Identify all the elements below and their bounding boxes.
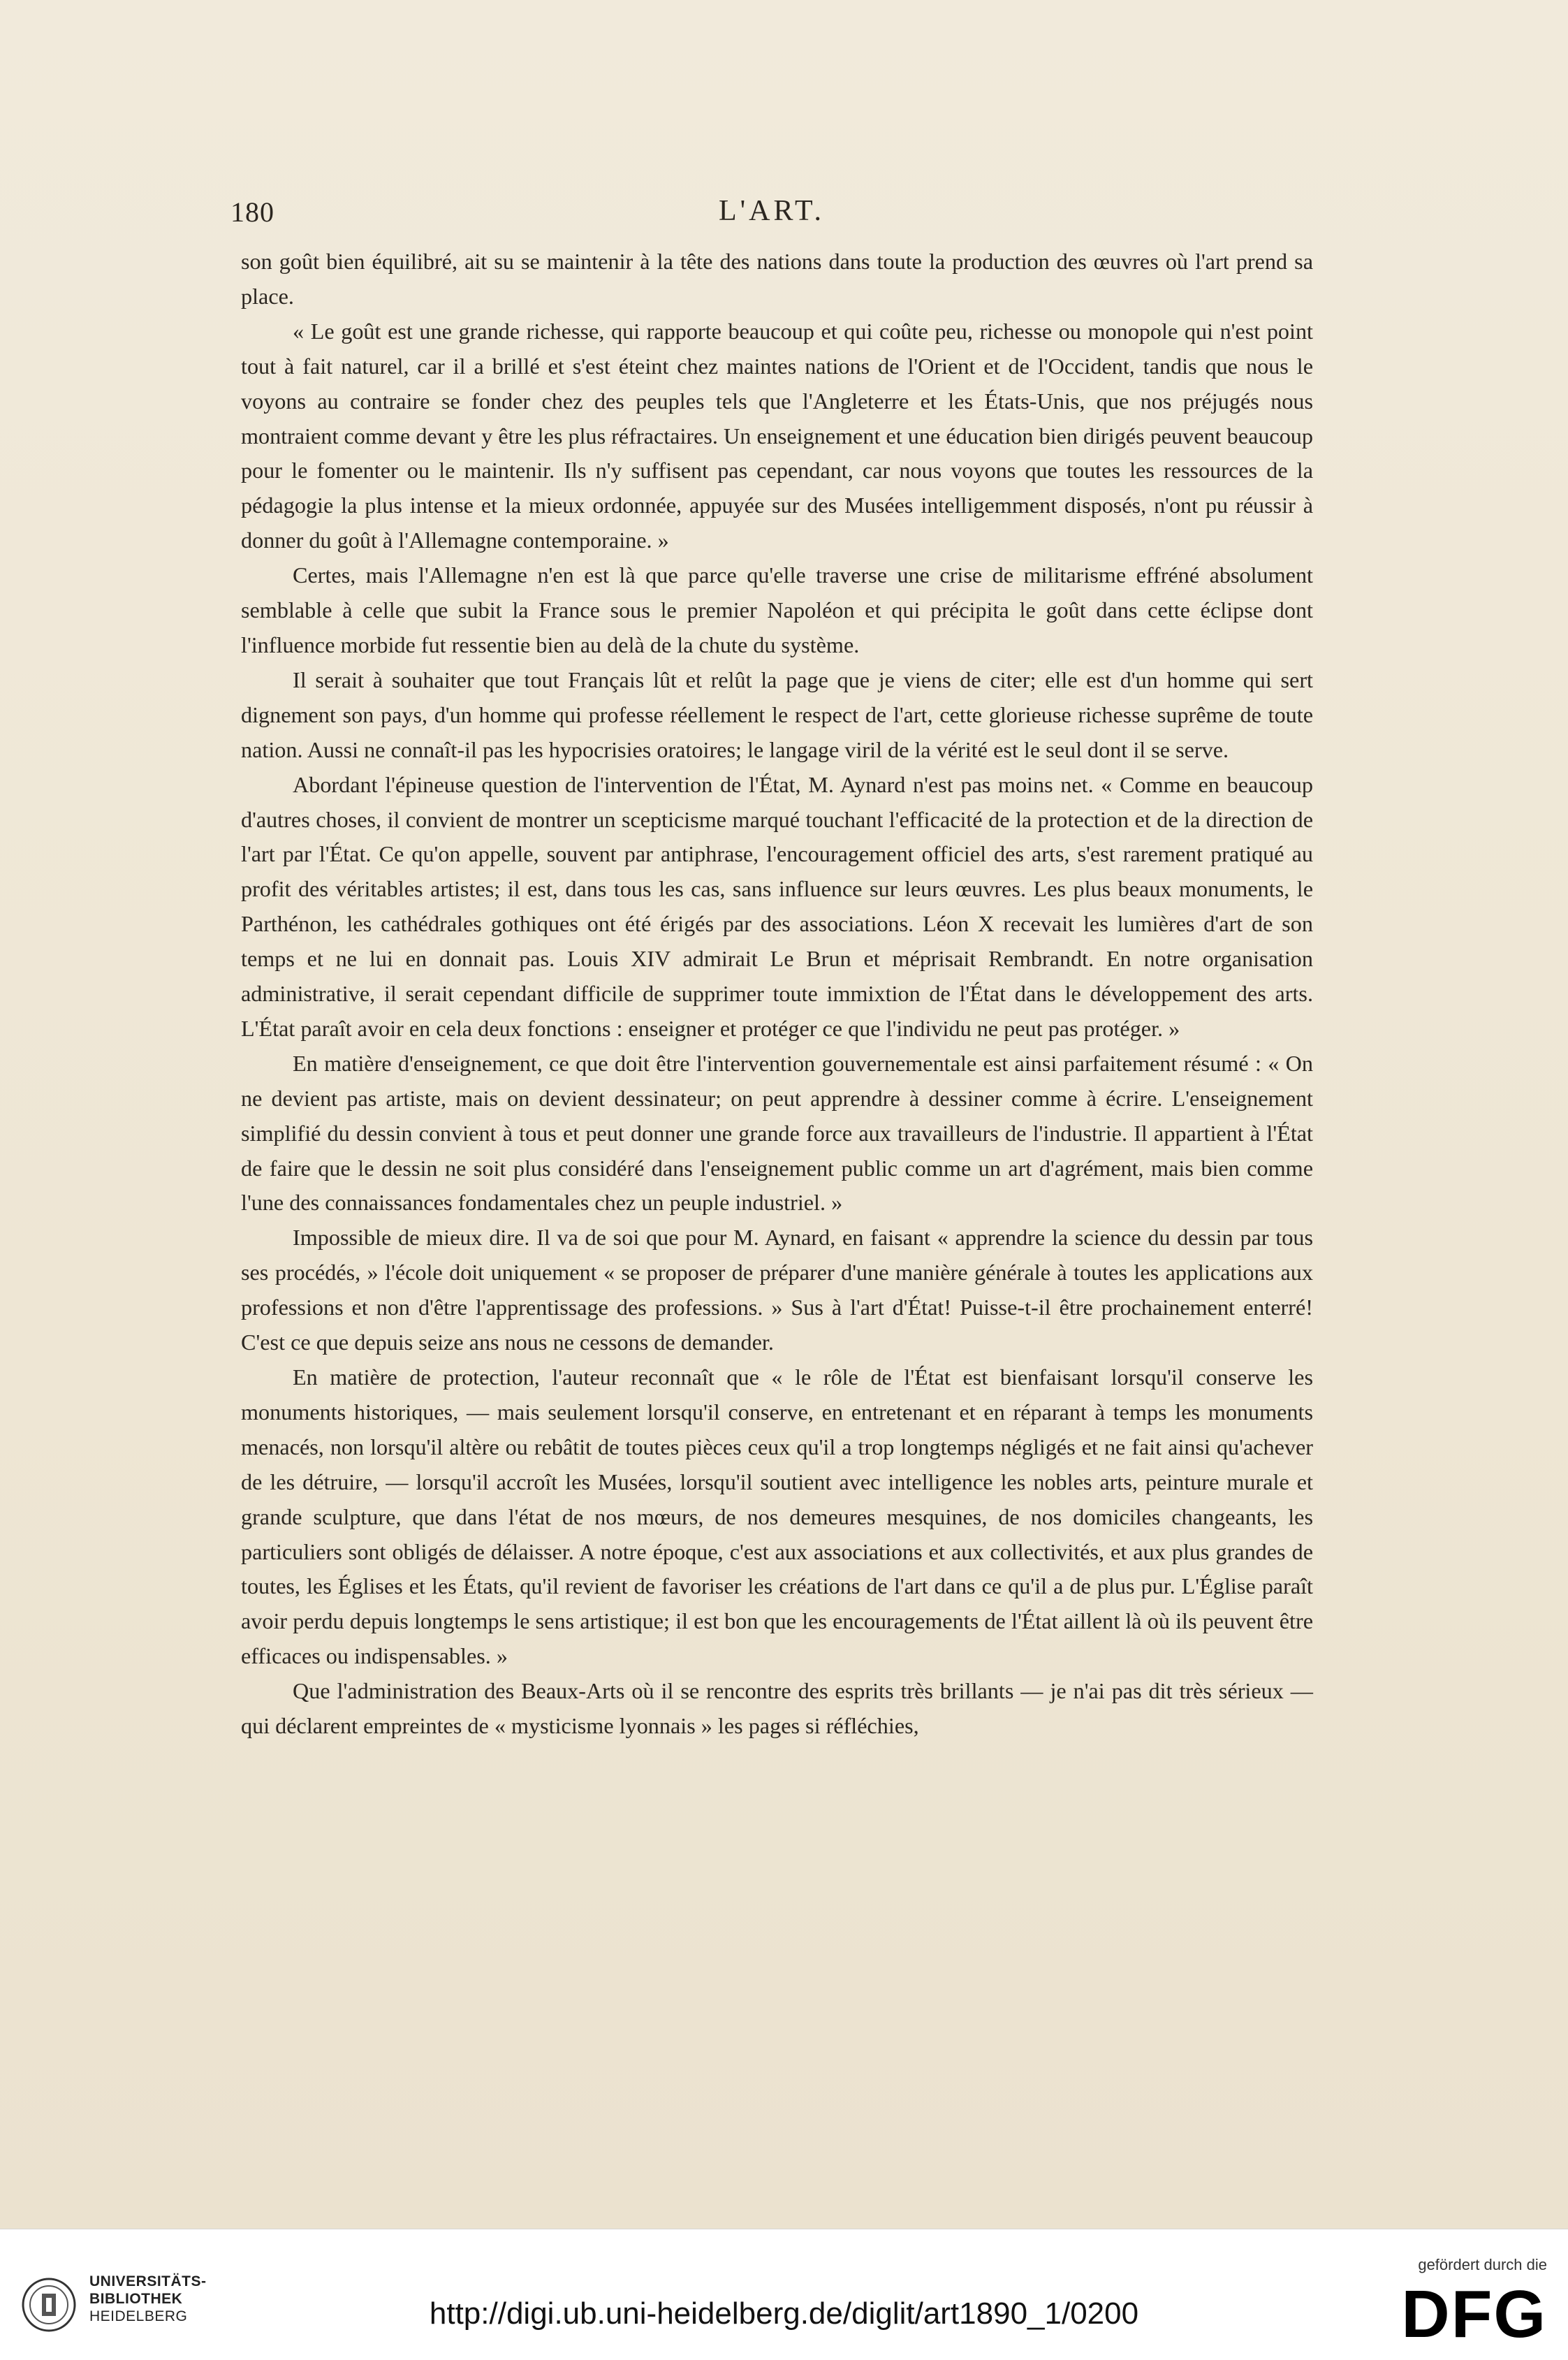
article-body (241, 245, 1313, 1744)
page-number: 180 (230, 196, 274, 228)
paragraph: Certes, mais l'Allemagne n'en est là que parce qu'elle traverse une crise de militarisme effréné absolument semblable à celle que subit la France sous le premier Napoléon et qui précipita le goût dans cette éclipse dont l'influence morbide fut ressentie bien au delà de la chute du système. (241, 562, 1313, 657)
paragraph: En matière d'enseignement, ce que doit être l'intervention gouvernementale est ainsi parfaitement résumé : « On ne devient pas artiste, mais on devient dessinateur; on peut apprendre à dessiner comme à écrire. L'enseignement simplifié du dessin convient à tous et peut donner une grande force aux travailleurs de l'industrie. Il appartient à l'État de faire que le dessin ne soit plus considéré dans l'enseignement public comme un art d'agrément, mais bien comme l'une des connaissances fondamentales chez un peuple industriel. » (241, 1050, 1313, 1216)
dfg-logo-icon: DFG (1401, 2277, 1547, 2352)
paragraph: Impossible de mieux dire. Il va de soi que pour M. Aynard, en faisant « apprendre la science du dessin par tous ses procédés, » l'école doit uniquement « se proposer de préparer d'une manière générale à toutes les applications aux professions et non d'être l'apprentissage des professions. » Sus à l'art d'État! Puisse-t-il être prochainement enterré! C'est ce que depuis seize ans nous ne cessons de demander. (241, 1225, 1313, 1355)
running-title: L'ART. (718, 195, 826, 227)
permalink-url[interactable]: http://digi.ub.uni-heidelberg.de/diglit/art1890_1/0200 (429, 2296, 1139, 2331)
digitization-footer (0, 2229, 1568, 2360)
page-header (230, 189, 1313, 231)
sponsor-logo[interactable] (1379, 2256, 1547, 2354)
paragraph: Il serait à souhaiter que tout Français lût et relût la page que je viens de citer; elle est d'un homme qui sert dignement son pays, d'un homme qui professe réellement le respect de l'art, cette glorieuse richesse suprême de toute nation. Aussi ne connaît-il pas les hypocrisies oratoires; le langage viril de la vérité est le seul dont il se serve. (241, 667, 1313, 762)
paragraph: « Le goût est une grande richesse, qui rapporte beaucoup et qui coûte peu, richesse ou monopole qui n'est point tout à fait naturel, car il a brillé et s'est éteint chez maintes nations de l'Orient et de l'Occident, tandis que nous le voyons au contraire se fonder chez des peuples tels que l'Angleterre et les États-Unis, que nos préjugés nous montraient comme devant y être les plus réfractaires. Un enseignement et une éducation bien dirigés peuvent beaucoup pour le fomenter ou le maintenir. Ils n'y suffisent pas cependant, car nous voyons que toutes les ressources de la pédagogie la plus intense et la mieux ordonnée, appuyée sur des Musées intelligemment disposés, n'ont pu réussir à donner du goût à l'Allemagne contemporaine. » (241, 318, 1313, 553)
library-name: UNIVERSITÄTS- BIBLIOTHEK HEIDELBERG (89, 2273, 207, 2324)
paragraph: Que l'administration des Beaux-Arts où il se rencontre des esprits très brillants — je n'ai pas dit très sérieux — qui déclarent empreintes de « mysticisme lyonnais » les pages si réfléchies, (241, 1678, 1313, 1739)
paragraph: son goût bien équilibré, ait su se maintenir à la tête des nations dans toute la production des œuvres où l'art prend sa place. (241, 249, 1313, 309)
sponsor-tagline: gefördert durch die (1418, 2256, 1547, 2273)
paragraph: En matière de protection, l'auteur reconnaît que « le rôle de l'État est bienfaisant lorsqu'il conserve les monuments historiques, — mais seulement lorsqu'il conserve, en entretenant et en réparant à temps les monuments menacés, non lorsqu'il altère ou rebâtit de toutes pièces ceux qu'il a trop longtemps négligés et ne fait ainsi qu'achever de les détruire, — lorsqu'il accroît les Musées, lorsqu'il soutient avec intelligence les nobles arts, peinture murale et grande sculpture, que dans l'état de nos mœurs, de nos demeures mesquines, de nos domiciles changeants, les particuliers sont obligés de délaisser. A notre époque, c'est aux associations et aux collectivités, et aux plus grandes de toutes, les Églises et les États, qu'il revient de favoriser les créations de l'art dans ce qu'il a de plus pur. L'Église paraît avoir perdu depuis longtemps le sens artistique; il est bon que les encouragements de l'État aillent là où ils peuvent être efficaces ou indispensables. » (241, 1364, 1313, 1669)
paragraph: Abordant l'épineuse question de l'intervention de l'État, M. Aynard n'est pas moins net. « Comme en beaucoup d'autres choses, il convient de montrer un scepticisme marqué touchant l'efficacité de la protection et de la direction de l'art par l'État. Ce qu'on appelle, souvent par antiphrase, l'encouragement officiel des arts, s'est rarement pratiqué au profit des véritables artistes; il est, dans tous les cas, sans influence sur leurs œuvres. Les plus beaux monuments, le Parthénon, les cathédrales gothiques ont été érigés par des associations. Léon X recevait les lumières d'art de son temps et ne lui en donnait pas. Louis XIV admirait Le Brun et méprisait Rembrandt. En notre organisation administrative, il serait cependant difficile de supprimer toute immixtion de l'État dans le développement des arts. L'État paraît avoir en cela deux fonctions : enseigner et protéger ce que l'individu ne peut pas protéger. » (241, 771, 1313, 1041)
